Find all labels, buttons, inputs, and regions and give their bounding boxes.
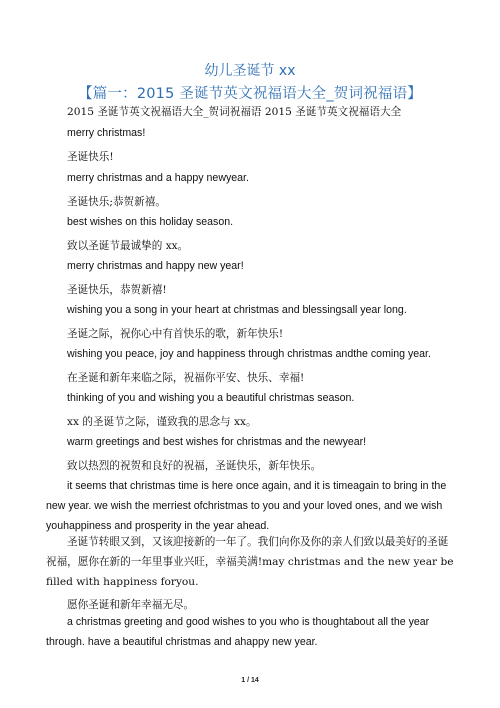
paragraph: it seems that christmas time is here once again, and it is timeagain to bring in the new year. we wish the merriest ofchristmas to you and your loved ones, and we wish youhappiness and prosperity in the year ahead. <box>46 480 447 532</box>
text-line: 致以圣诞节最诚挚的 xx。 <box>67 240 189 252</box>
text-line: merry christmas and a happy newyear. <box>67 172 249 184</box>
document-title: 幼儿圣诞节 xx <box>204 63 296 79</box>
text-line: wishing you peace, joy and happiness through christmas andthe coming year. <box>67 348 431 360</box>
text-line: merry christmas and happy new year! <box>67 260 244 272</box>
text-line: 圣诞之际，祝你心中有首快乐的歌，新年快乐! <box>67 328 284 340</box>
text-line: 致以热烈的祝贺和良好的祝福，圣诞快乐，新年快乐。 <box>67 460 322 472</box>
text-line: best wishes on this holiday season. <box>67 216 234 228</box>
text-line: merry christmas! <box>67 127 146 139</box>
page-number: 1 / 14 <box>241 677 259 684</box>
text-line: 2015 圣诞节英文祝福语大全_贺词祝福语 2015 圣诞节英文祝福语大全 <box>67 106 402 118</box>
paragraph: 圣诞节转眼又到，又该迎接新的一年了。我们向你及你的亲人们致以最美好的圣诞祝福，愿你在新的一年里事业兴旺，幸福美满!may christmas and the new year be filled with happiness foryou. <box>46 536 454 588</box>
text-line: 圣诞快乐! <box>67 151 114 163</box>
text-line: warm greetings and best wishes for christmas and the newyear! <box>67 436 367 448</box>
section-heading: 【篇一：2015 圣诞节英文祝福语大全_贺词祝福语】 <box>78 86 422 102</box>
text-line: thinking of you and wishing you a beautiful christmas season. <box>67 392 355 404</box>
text-line: 圣诞快乐，恭贺新禧! <box>67 284 167 296</box>
text-line: wishing you a song in your heart at christmas and blessingsall year long. <box>67 304 407 316</box>
text-line: 在圣诞和新年来临之际，祝福你平安、快乐、幸福! <box>67 372 305 384</box>
text-line: xx 的圣诞节之际，谨致我的思念与 xx。 <box>67 416 257 428</box>
text-line: 圣诞快乐;恭贺新禧。 <box>67 196 166 208</box>
paragraph: a christmas greeting and good wishes to you who is thoughtabout all the year through. have a beautiful christmas and ahappy new year. <box>46 616 430 648</box>
text-line: 愿你圣诞和新年幸福无尽。 <box>67 599 195 611</box>
